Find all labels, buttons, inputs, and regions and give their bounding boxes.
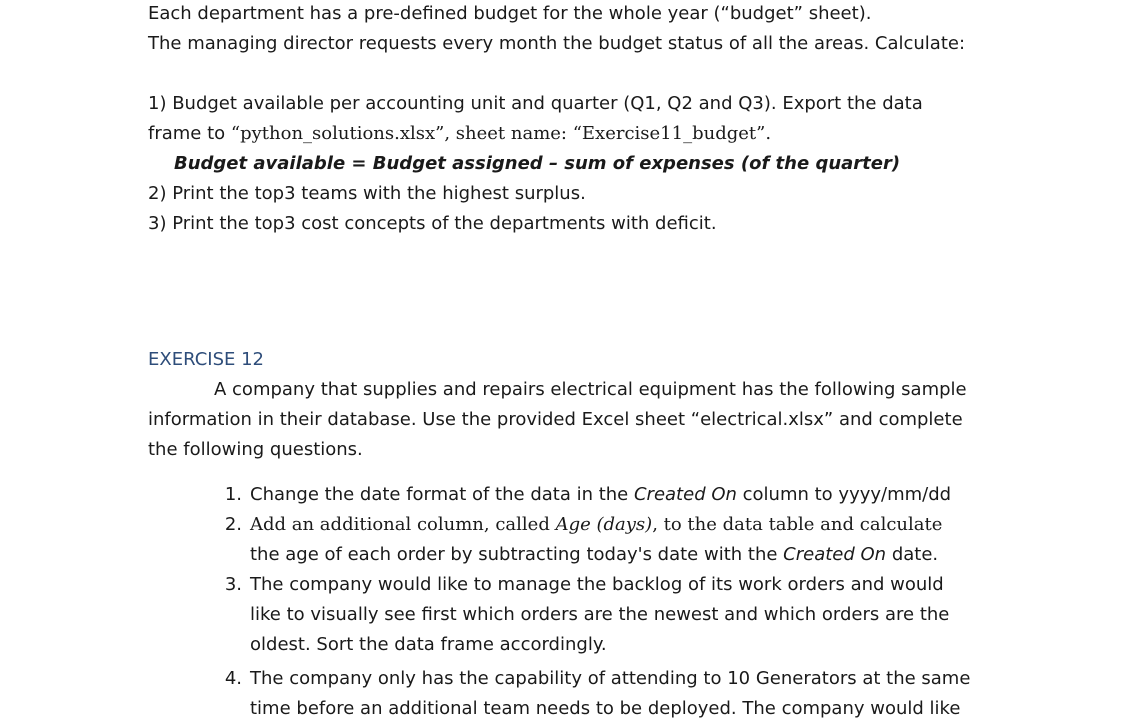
ex11-q1-text: frame to (148, 123, 231, 144)
list-item-text: column to yyyy/mm/dd (736, 484, 952, 505)
list-item-2-cont (250, 543, 938, 567)
list-item-4-line-2: time before an additional team needs to be deployed. The company would like (250, 698, 961, 719)
list-item-number: 1. (224, 484, 242, 505)
list-item-3-line-2: like to visually see first which orders are the newest and which orders are the (250, 604, 950, 625)
list-item-text: the age of each order by subtracting today's date with the (250, 544, 784, 565)
ex11-question-1-cont (148, 122, 771, 146)
budget-formula: Budget available = Budget assigned – sum of expenses (of the quarter) (174, 153, 901, 174)
list-item-2 (250, 513, 942, 537)
ex11-question-1: 1) Budget available per accounting unit and quarter (Q1, Q2 and Q3). Export the data (148, 93, 923, 114)
list-item-text: date. (886, 544, 939, 565)
ex11-question-2: 2) Print the top3 teams with the highest surplus. (148, 183, 586, 204)
column-name-created-on: Created On (633, 484, 737, 505)
ex11-q1-filename: “python_solutions.xlsx”, sheet name: “Exercise11_budget”. (230, 123, 772, 144)
list-item-3-line-1: The company would like to manage the backlog of its work orders and would (250, 574, 944, 595)
list-item-number: 2. (224, 514, 242, 535)
list-item-text: , to the data table and calculate (652, 514, 943, 535)
list-item-number: 3. (224, 574, 242, 595)
ex12-paragraph-line-2: information in their database. Use the provided Excel sheet “electrical.xlsx” and complete (148, 409, 963, 430)
list-item-text: Add an additional column, called (250, 514, 556, 535)
ex11-question-3: 3) Print the top3 cost concepts of the departments with deficit. (148, 213, 717, 234)
list-item-1 (250, 483, 951, 507)
column-name-created-on: Created On (783, 544, 887, 565)
list-item-text: Change the date format of the data in the (250, 484, 634, 505)
list-item-3-line-3: oldest. Sort the data frame accordingly. (250, 634, 607, 655)
list-item-number: 4. (224, 668, 242, 689)
list-item-4-line-1: The company only has the capability of attending to 10 Generators at the same (250, 668, 971, 689)
exercise-12-heading: EXERCISE 12 (148, 349, 264, 370)
intro-line-2: The managing director requests every month the budget status of all the areas. Calculate: (148, 33, 966, 54)
ex12-paragraph-line-1: A company that supplies and repairs electrical equipment has the following sample (214, 379, 967, 400)
column-name-age-days: Age (days) (555, 514, 653, 535)
ex12-paragraph-line-3: the following questions. (148, 439, 363, 460)
intro-line-1: Each department has a pre-defined budget for the whole year (“budget” sheet). (148, 3, 872, 24)
